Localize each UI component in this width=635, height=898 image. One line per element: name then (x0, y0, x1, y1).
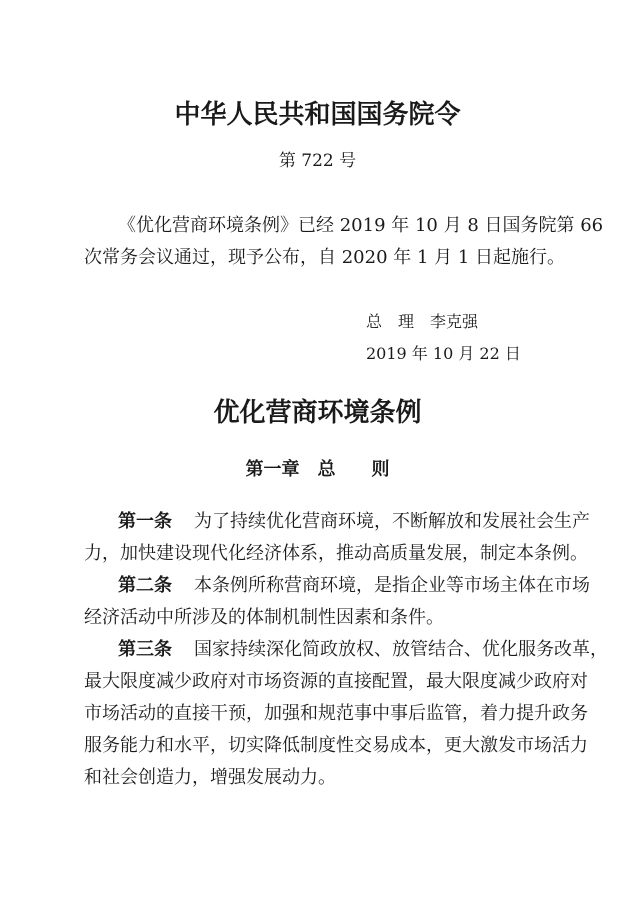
signer-name: 李克强 (430, 312, 479, 331)
article-3 (118, 639, 608, 660)
order-title: 中华人民共和国国务院令 (174, 100, 461, 130)
article-text: 最大限度减少政府对市场资源的直接配置，最大限度减少政府对 (84, 671, 588, 692)
article-text: 为了持续优化营商环境，不断解放和发展社会生产 (194, 511, 590, 532)
article-label: 第二条 (118, 575, 172, 596)
article-label: 第一条 (118, 511, 172, 532)
chapter-name-1: 总 (317, 459, 336, 480)
order-body-line: 次常务会议通过，现予公布，自 2020 年 1 月 1 日起施行。 (84, 247, 566, 268)
article-text: 市场活动的直接干预，加强和规范事中事后监管，着力提升政务 (84, 703, 588, 724)
chapter-number: 第一章 (245, 459, 300, 480)
order-number: 第 722 号 (278, 151, 357, 171)
article-text: 国家持续深化简政放权、放管结合、优化服务改革， (194, 639, 608, 660)
article-2 (118, 575, 590, 596)
article-text: 本条例所称营商环境，是指企业等市场主体在市场 (194, 575, 590, 596)
chapter-heading (0, 461, 635, 479)
order-body-line: 《优化营商环境条例》已经 2019 年 10 月 8 日国务院第 66 (118, 215, 604, 236)
article-1 (118, 511, 590, 532)
order-date: 2019 年 10 月 22 日 (366, 344, 521, 363)
article-label: 第三条 (118, 639, 172, 660)
signature (366, 314, 478, 330)
article-text: 服务能力和水平，切实降低制度性交易成本，更大激发市场活力 (84, 735, 588, 756)
signer-title: 总 理 (366, 312, 415, 331)
article-text: 力，加快建设现代化经济体系，推动高质量发展，制定本条例。 (84, 543, 588, 564)
chapter-name-2: 则 (371, 459, 390, 480)
article-text: 和社会创造力，增强发展动力。 (84, 767, 336, 788)
article-text: 经济活动中所涉及的体制机制性因素和条件。 (84, 607, 444, 628)
regulation-title: 优化营商环境条例 (213, 398, 422, 428)
